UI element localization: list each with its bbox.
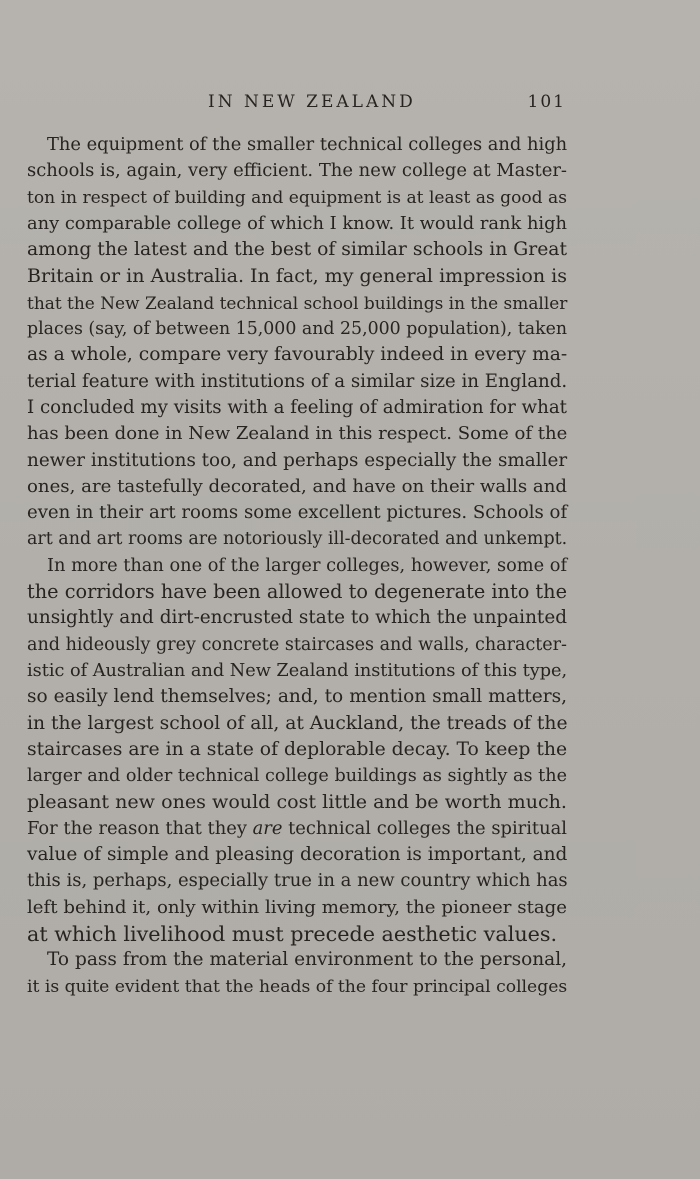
text-line: places (say, of between 15,000 and 25,000 population), taken xyxy=(27,319,568,340)
text-line: ones, are tastefully decorated, and have on their walls and xyxy=(27,475,567,497)
text-line: and hideously grey concrete staircases and walls, character- xyxy=(27,634,567,655)
text-line: unsightly and dirt-encrusted state to which the unpainted xyxy=(27,607,567,629)
text-line: ton in respect of building and equipment is at least as good as xyxy=(27,187,567,208)
text-line: even in their art rooms some excellent pictures. Schools of xyxy=(27,502,568,524)
text-line: larger and older technical college buildings as sightly as the xyxy=(27,766,567,787)
text-line: the corridors have been allowed to degenerate into the xyxy=(27,580,567,604)
text-line: this is, perhaps, especially true in a new country which has xyxy=(27,870,568,892)
page-number: 101 xyxy=(527,92,566,112)
running-header xyxy=(208,92,566,118)
text-line: staircases are in a state of deplorable decay. To keep the xyxy=(27,738,568,760)
text-line: has been done in New Zealand in this respect. Some of the xyxy=(27,423,568,445)
text-line: as a whole, compare very favourably indeed in every ma- xyxy=(27,344,568,366)
text-line: terial feature with institutions of a similar size in England. xyxy=(27,370,568,392)
text-line: To pass from the material environment to the personal, xyxy=(47,949,567,971)
text-line: The equipment of the smaller technical colleges and high xyxy=(47,134,568,155)
text-line: it is quite evident that the heads of the four principal colleges xyxy=(27,976,568,997)
body-text xyxy=(27,132,567,1000)
text-line: so easily lend themselves; and, to mention small matters, xyxy=(27,686,567,708)
text-line: pleasant new ones would cost little and be worth much. xyxy=(27,791,567,814)
text-line: any comparable college of which I know. It would rank high xyxy=(27,212,567,234)
text-line: I concluded my visits with a feeling of admiration for what xyxy=(27,396,567,418)
text-segment: For the reason that they xyxy=(27,817,253,839)
text-line: in the largest school of all, at Auckland, the treads of the xyxy=(27,712,568,734)
text-line: art and art rooms are notoriously ill-decorated and unkempt. xyxy=(27,529,568,550)
text-line: that the New Zealand technical school buildings in the smaller xyxy=(27,292,568,313)
text-line xyxy=(27,816,567,842)
emphasis: are xyxy=(252,817,283,839)
text-line: Britain or in Australia. In fact, my general impression is xyxy=(27,265,567,288)
text-line: left behind it, only within living memory, the pioneer stage xyxy=(27,896,567,918)
text-line: istic of Australian and New Zealand institutions of this type, xyxy=(27,660,568,681)
text-line: In more than one of the larger colleges, however, some of xyxy=(47,555,568,576)
running-title: IN NEW ZEALAND xyxy=(208,92,416,112)
text-line: newer institutions too, and perhaps especially the smaller xyxy=(27,449,568,471)
text-line: value of simple and pleasing decoration is important, and xyxy=(27,844,568,866)
text-line: at which livelihood must precede aesthetic values. xyxy=(27,921,558,946)
text-line: among the latest and the best of similar schools in Great xyxy=(27,239,567,261)
text-line: schools is, again, very efficient. The new college at Master- xyxy=(27,160,567,182)
text-segment: technical colleges the spiritual xyxy=(282,817,567,839)
